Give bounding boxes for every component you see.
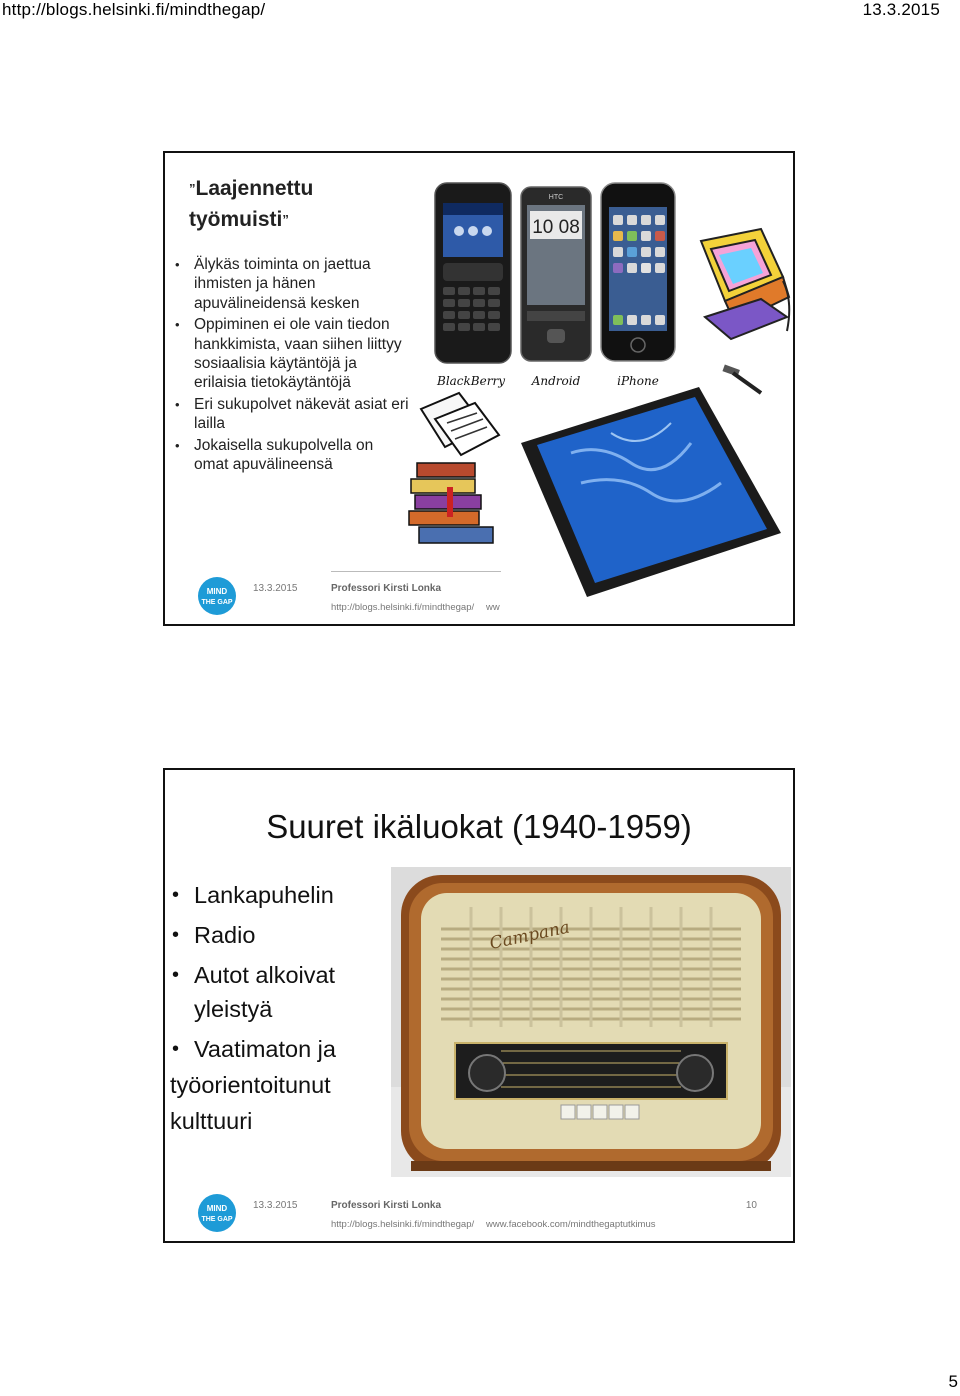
bullet-item: • Autot alkoivat yleistyä	[169, 958, 389, 1026]
radio-brand-label: Campana	[487, 917, 572, 954]
bullet-item: • Vaatimaton ja	[169, 1032, 389, 1066]
books-clipart-icon	[407, 457, 503, 555]
slide-suuret-ikaluokat	[163, 768, 795, 1243]
bullet-item: • Lankapuhelin	[169, 878, 389, 912]
htc-label: HTC	[548, 194, 564, 201]
tablet-image	[511, 383, 791, 598]
bullet-list	[169, 878, 389, 1144]
footer-author: Professori Kirsti Lonka	[331, 1200, 442, 1211]
android-phone-icon	[521, 187, 591, 361]
svg-text:MIND: MIND	[206, 1204, 228, 1213]
smartphones-image	[429, 179, 679, 399]
phone-label-blackberry: BlackBerry	[437, 374, 505, 388]
svg-text:MIND: MIND	[206, 587, 228, 596]
bullet-item: • Oppiminen ei ole vain tiedon hankkimista, vaan siihen liittyy sosiaalisia käytäntöjä ja erilaisia tietokäytäntöjä	[169, 315, 409, 393]
footer-slide-number: 10	[745, 1200, 757, 1211]
vintage-radio-image	[391, 867, 791, 1177]
slide-laajennettu-tyomuisti	[163, 151, 795, 626]
svg-text:THE GAP: THE GAP	[201, 599, 233, 606]
footer-author: Professori Kirsti Lonka	[331, 583, 442, 594]
bullet-item: • Radio	[169, 918, 389, 952]
svg-text:THE GAP: THE GAP	[201, 1216, 233, 1223]
mind-the-gap-logo	[197, 576, 237, 616]
footer-blog-url: http://blogs.helsinki.fi/mindthegap/	[331, 602, 475, 613]
header-url: http://blogs.helsinki.fi/mindthegap/	[2, 0, 266, 19]
header-date: 13.3.2015	[862, 0, 940, 19]
bullet-continuation: työorientoitunut	[170, 1072, 331, 1098]
page-number: 5	[948, 1372, 958, 1391]
phone-label-iphone: iPhone	[617, 374, 659, 388]
footer-url-2: ww	[486, 602, 500, 613]
bullet-list	[169, 255, 409, 476]
bullet-item: • Jokaisella sukupolvella on omat apuvälineensä	[169, 436, 409, 475]
radio-knob-left-icon	[469, 1055, 505, 1091]
htc-time: 10 08	[532, 217, 580, 238]
title-line-1: Laajennettu	[195, 177, 314, 200]
slide-title: Suuret ikäluokat (1940-1959)	[266, 808, 692, 845]
computer-clipart-icon	[691, 221, 795, 351]
footer-blog-url: http://blogs.helsinki.fi/mindthegap/	[331, 1219, 475, 1230]
papers-clipart-icon	[415, 389, 505, 459]
bullet-item: • Eri sukupolvet näkevät asiat eri lailla	[169, 395, 409, 434]
footer-facebook-url: www.facebook.com/mindthegaptutkimus	[486, 1219, 656, 1230]
footer-date: 13.3.2015	[253, 583, 298, 594]
slide-title: ”Laajennettu työmuisti”	[189, 177, 314, 231]
footer-divider	[331, 571, 501, 572]
iphone-icon	[601, 183, 675, 361]
mind-the-gap-logo	[197, 1193, 237, 1233]
title-line-2: työmuisti	[189, 208, 283, 231]
blackberry-phone-icon	[435, 183, 511, 363]
bullet-continuation: kulttuuri	[170, 1108, 253, 1134]
bullet-item: • Älykäs toiminta on jaettua ihmisten ja hänen apuvälineidensä kesken	[169, 255, 409, 313]
radio-knob-right-icon	[677, 1055, 713, 1091]
phone-label-android: Android	[531, 374, 581, 388]
footer-date: 13.3.2015	[253, 1200, 298, 1211]
